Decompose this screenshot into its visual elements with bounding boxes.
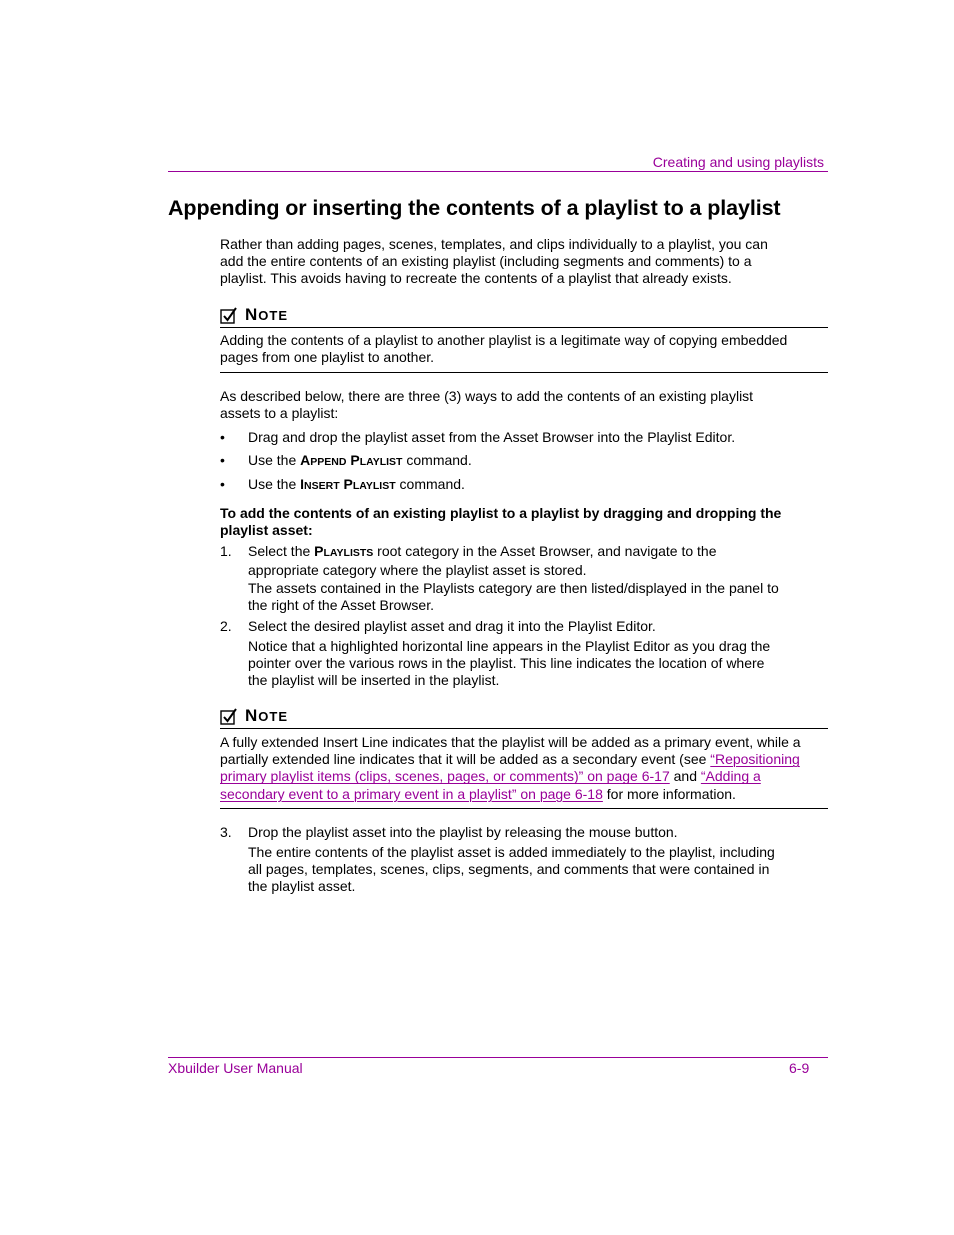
append-playlist-command: APPEND PLAYLIST <box>300 452 403 468</box>
checkbox-checked-icon <box>220 307 238 325</box>
step-1-text: Select the PLAYLISTS root category in the Asset Browser, and navigate to the appropriate category where the playlist asset is stored. <box>248 543 717 579</box>
note-bottom-rule <box>220 372 828 373</box>
note-top-rule <box>220 728 828 729</box>
bullet-marker: • <box>220 476 225 492</box>
link-adding-secondary-event[interactable]: “Adding a secondary event to a primary event in a playlist” on page 6-18 <box>220 768 761 802</box>
step-number: 1. <box>220 543 232 559</box>
step-3-detail: The entire contents of the playlist asset is added immediately to the playlist, including all pages, templates, scenes, clips, segments, and comments that were contained in the playlist asset. <box>248 844 775 895</box>
footer-rule <box>168 1057 828 1058</box>
note-top-rule <box>220 327 828 328</box>
page-title: Appending or inserting the contents of a playlist to a playlist <box>168 196 781 220</box>
note-text: A fully extended Insert Line indicates that the playlist will be added as a primary event, while a partially extended line indicates that it will be added as a secondary event (see “Repositioning primary playlist items (clips, scenes, pages, or comments)” on page 6-17 and “Adding a secondary event to a primary event in a playlist” on page 6-18 for more information. <box>220 734 801 802</box>
note-bottom-rule <box>220 808 828 809</box>
checkbox-checked-icon <box>220 708 238 726</box>
step-3-text: Drop the playlist asset into the playlist by releasing the mouse button. <box>248 824 678 840</box>
footer-page-number: 6-9 <box>789 1060 810 1076</box>
playlists-category-label: PLAYLISTS <box>314 543 374 559</box>
bullet-item-append: Use the APPEND PLAYLIST command. <box>248 452 472 468</box>
bullet-marker: • <box>220 452 225 468</box>
step-number: 2. <box>220 618 232 634</box>
step-number: 3. <box>220 824 232 840</box>
step-1-detail: The assets contained in the Playlists category are then listed/displayed in the panel to the right of the Asset Browser. <box>248 580 779 614</box>
bullet-marker: • <box>220 429 225 445</box>
footer-manual-title: Xbuilder User Manual <box>168 1060 303 1076</box>
bullet-item-drag-drop: Drag and drop the playlist asset from the Asset Browser into the Playlist Editor. <box>248 429 736 445</box>
procedure-heading: To add the contents of an existing playlist to a playlist by dragging and dropping the playlist asset: <box>220 505 782 539</box>
running-header: Creating and using playlists <box>652 154 824 170</box>
note-label: NOTE <box>245 706 289 725</box>
link-repositioning-primary-items[interactable]: “Repositioning primary playlist items (clips, scenes, pages, or comments)” on page 6-17 <box>220 751 800 785</box>
bullet-item-insert: Use the INSERT PLAYLIST command. <box>248 476 465 492</box>
intro-paragraph: Rather than adding pages, scenes, templates, and clips individually to a playlist, you can add the entire contents of an existing playlist (including segments and comments) to a playlist. This avoids having to recreate the contents of a playlist that already exists. <box>220 236 768 287</box>
step-2-detail: Notice that a highlighted horizontal line appears in the Playlist Editor as you drag the pointer over the various rows in the playlist. This line indicates the location of where the playlist will be inserted in the playlist. <box>248 638 771 689</box>
header-rule <box>168 171 828 172</box>
ways-intro-paragraph: As described below, there are three (3) ways to add the contents of an existing playlist assets to a playlist: <box>220 388 754 422</box>
note-heading <box>220 706 828 728</box>
note-heading <box>220 305 828 327</box>
note-text: Adding the contents of a playlist to another playlist is a legitimate way of copying embedded pages from one playlist to another. <box>220 332 788 366</box>
note-label: NOTE <box>245 305 289 324</box>
step-2-text: Select the desired playlist asset and drag it into the Playlist Editor. <box>248 618 656 634</box>
insert-playlist-command: INSERT PLAYLIST <box>300 476 396 492</box>
